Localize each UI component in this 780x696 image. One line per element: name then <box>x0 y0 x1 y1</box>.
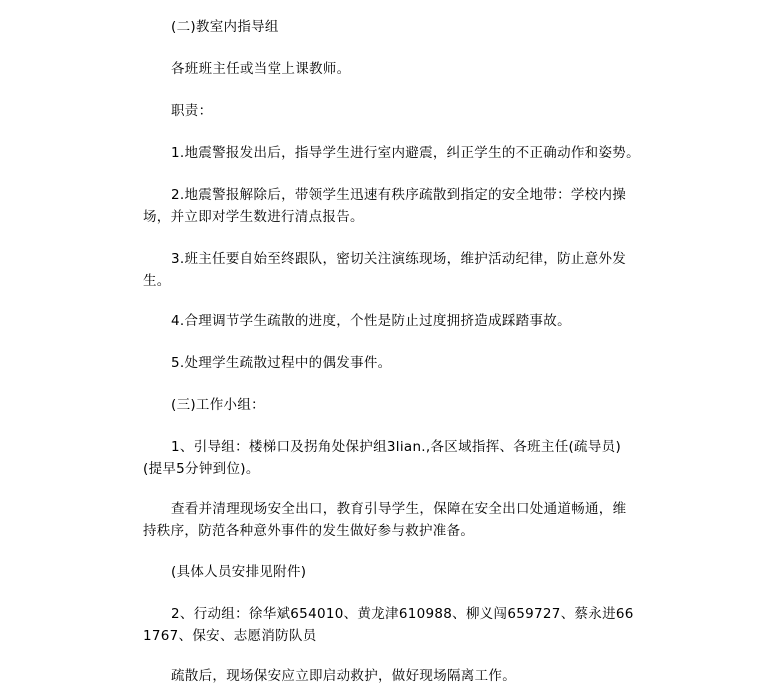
section-heading-classroom-guidance: (二)教室内指导组 <box>171 19 279 35</box>
section-heading-work-groups: (三)工作小组： <box>171 397 265 413</box>
paragraph-duty-4: 4.合理调节学生疏散的进度，个性是防止过度拥挤造成踩踏事故。 <box>171 313 571 329</box>
paragraph-exit-check: 查看并清理现场安全出口，教育引导学生，保障在安全出口处通道畅通，维持秩序，防范各种意外事件的发生做好参与救护准备。 <box>143 501 627 539</box>
paragraph-duty-3: 3.班主任要自始至终跟队，密切关注演练现场，维护活动纪律，防止意外发生。 <box>143 251 627 289</box>
paragraph-attachment-note: (具体人员安排见附件) <box>171 564 307 580</box>
paragraph-duties-label: 职责： <box>171 103 213 119</box>
paragraph-after-evacuation: 疏散后，现场保安应立即启动救护，做好现场隔离工作。 <box>171 668 516 684</box>
paragraph-duty-2: 2.地震警报解除后，带领学生迅速有秩序疏散到指定的安全地带：学校内操场，并立即对学生数进行清点报告。 <box>143 187 627 225</box>
paragraph-duty-1: 1.地震警报发出后，指导学生进行室内避震，纠正学生的不正确动作和姿势。 <box>171 145 640 161</box>
paragraph-action-group: 2、行动组：徐华斌654010、黄龙津610988、柳义闯659727、蔡永进661767、保安、志愿消防队员 <box>143 606 634 644</box>
paragraph-duty-5: 5.处理学生疏散过程中的偶发事件。 <box>171 355 392 371</box>
paragraph-guidance-group: 1、引导组：楼梯口及拐角处保护组3lian.,各区域指挥、各班主任(疏导员)(提早5分钟到位)。 <box>143 439 622 477</box>
paragraph-members: 各班班主任或当堂上课教师。 <box>171 61 351 77</box>
